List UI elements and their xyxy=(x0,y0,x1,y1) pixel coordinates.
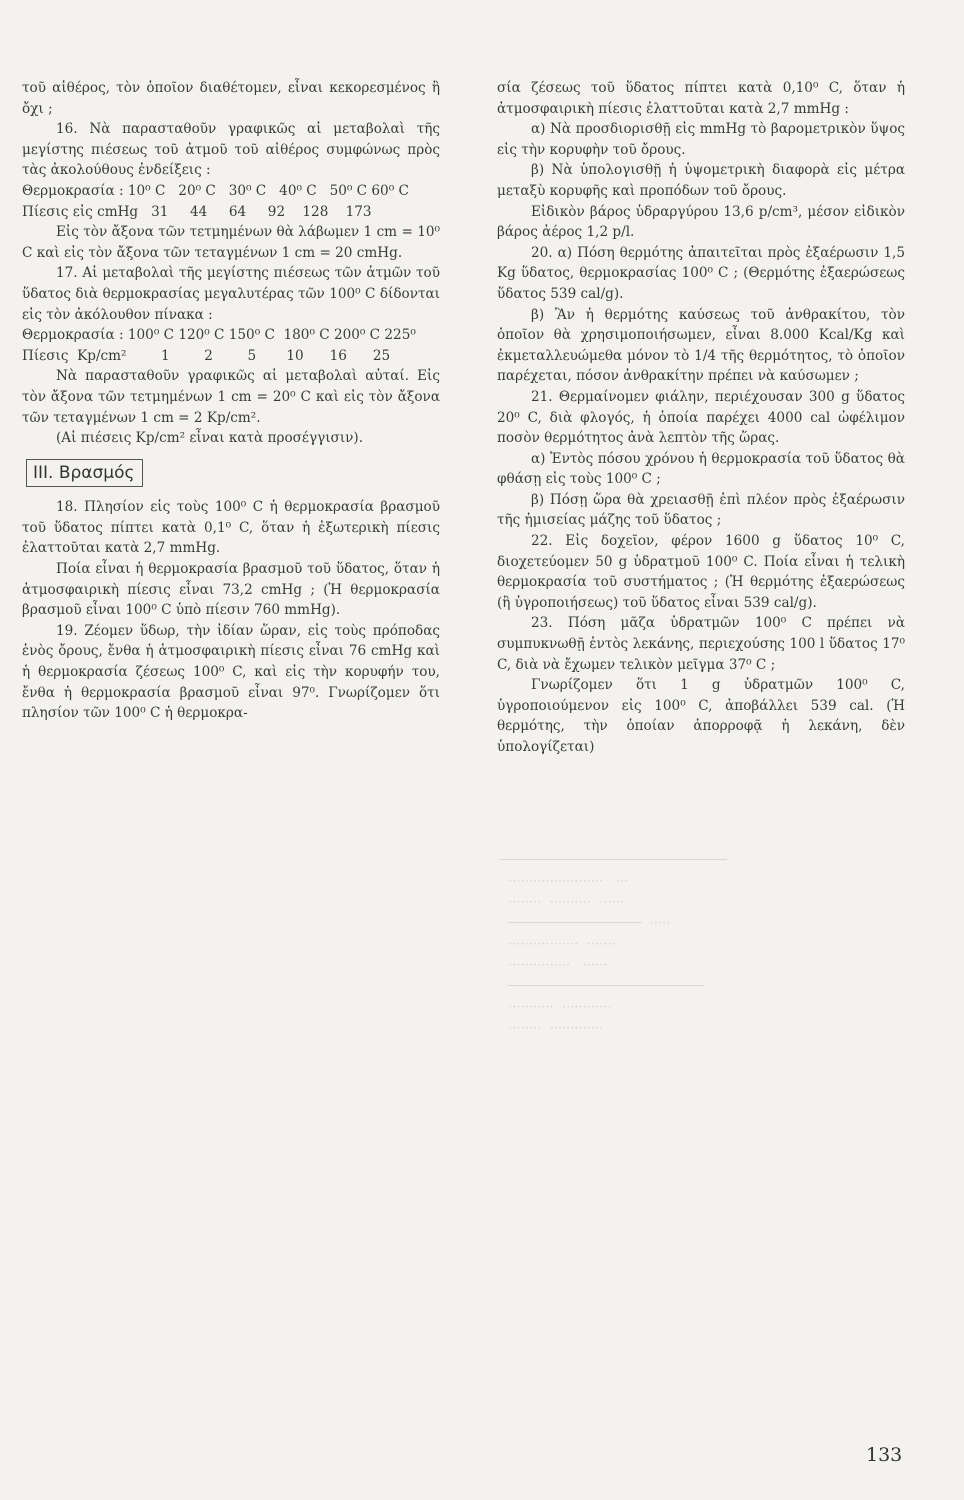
exercise-21-part-a: α) Ἐντὸς πόσου χρόνου ἡ θερμοκρασία τοῦ ὕδατος θὰ φθάσῃ εἰς τοὺς 100⁰ C ; xyxy=(497,450,905,488)
exercise-20-part-b: β) Ἂν ἡ θερμότης καύσεως τοῦ ἀνθρακίτου, τὸν ὁποῖον θὰ χρησιμοποιήσωμεν, εἶναι 8.000 Kcal/Kg καὶ ἐκμεταλλευώμεθα μόνον τὸ 1/4 τῆς θερμότητος, τὸ ὁποῖον παρέχεται, πόσον ἀνθρακίτην πρέπει νὰ καύσωμεν ; xyxy=(497,306,905,385)
exercise-16-temperature-row: Θερμοκρασία : 10⁰ C 20⁰ C 30⁰ C 40⁰ C 50⁰ C 60⁰ C xyxy=(22,182,409,199)
exercise-16-scale-note: Εἰς τὸν ἄξονα τῶν τετμημένων θὰ λάβωμεν 1 cm = 10⁰ C καὶ εἰς τὸν ἄξονα τῶν τεταγμένων 1 cm = 20 cmHg. xyxy=(22,224,440,261)
page-number: 133 xyxy=(866,1444,903,1466)
exercise-19-data: Εἰδικὸν βάρος ὑδραργύρου 13,6 p/cm³, μέσον εἰδικὸν βάρος ἀέρος 1,2 p/l. xyxy=(497,203,905,241)
exercise-21: 21. Θερμαίνομεν φιάλην, περιέχουσαν 300 g ὕδατος 20⁰ C, διὰ φλογός, ἡ ὁποία παρέχει 4000 cal ὠφέλιμον ποσὸν θερμότητος ἀνὰ λεπτὸν τῆς ὥρας. xyxy=(497,388,905,447)
exercise-23: 23. Πόση μᾶζα ὑδρατμῶν 100⁰ C πρέπει νὰ συμπυκνωθῇ ἐντὸς λεκάνης, περιεχούσης 100 l ὕδατος 17⁰ C, διὰ νὰ ἔχωμεν τελικὸν μεῖγμα 37⁰ C ; xyxy=(497,615,905,673)
exercise-19-part-a: α) Νὰ προσδιορισθῇ εἰς mmHg τὸ βαρομετρικὸν ὕψος εἰς τὴν κορυφὴν τοῦ ὄρους. xyxy=(497,121,905,158)
exercise-17-temperature-row: Θερμοκρασία : 100⁰ C 120⁰ C 150⁰ C 180⁰ C 200⁰ C 225⁰ xyxy=(22,327,416,344)
exercise-21-part-b: β) Πόσῃ ὥρα θὰ χρειασθῇ ἐπὶ πλέον πρὸς ἐξαέρωσιν τῆς ἡμισείας μάζης τοῦ ὕδατος ; xyxy=(497,491,905,529)
exercise-17: 17. Αἱ μεταβολαὶ τῆς μεγίστης πιέσεως τῶν ἀτμῶν τοῦ ὕδατος διὰ θερμοκρασίας μεγαλυτέρας τῶν 100⁰ C δίδονται εἰς τὸν ἀκόλουθον πίνακα : xyxy=(22,265,440,323)
exercise-19-continuation: σία ζέσεως τοῦ ὕδατος πίπτει κατὰ 0,10⁰ C, ὅταν ἡ ἀτμοσφαιρικὴ πίεσις ἐλαττοῦται κατὰ 2,7 mmHg : xyxy=(497,80,905,117)
exercise-17-pressure-row: Πίεσις Kp/cm² 1 2 5 10 16 25 xyxy=(22,347,391,364)
exercise-17-note: (Αἱ πιέσεις Kp/cm² εἶναι κατὰ προσέγγισιν). xyxy=(56,430,364,447)
paragraph-continuation: τοῦ αἰθέρος, τὸν ὁποῖον διαθέτομεν, εἶναι κεκορεσμένος ἢ ὄχι ; xyxy=(22,80,440,117)
exercise-17-instructions: Νὰ παρασταθοῦν γραφικῶς αἱ μεταβολαὶ αὐταί. Εἰς τὸν ἄξονα τῶν τετμημένων 1 cm = 20⁰ C καὶ εἰς τὸν ἄξονα τῶν τεταγμένων 1 cm = 2 Kp/cm². xyxy=(22,368,440,426)
exercise-20: 20. α) Πόση θερμότης ἀπαιτεῖται πρὸς ἐξαέρωσιν 1,5 Kg ὕδατος, θερμοκρασίας 100⁰ C ; (Θερμότης ἐξαερώσεως ὕδατος 539 cal/g). xyxy=(497,244,905,302)
right-column xyxy=(497,78,905,758)
exercise-22: 22. Εἰς δοχεῖον, φέρον 1600 g ὕδατος 10⁰ C, διοχετεύομεν 50 g ὑδρατμοῦ 100⁰ C. Ποία εἶναι ἡ τελικὴ θερμοκρασία τοῦ συστήματος ; (Ἡ θερμότης ἐξαερώσεως (ἢ ὑγροποιήσεως) τοῦ ὕδατος εἶναι 539 cal/g). xyxy=(497,533,905,611)
exercise-19: 19. Ζέομεν ὕδωρ, τὴν ἰδίαν ὥραν, εἰς τοὺς πρόποδας ἑνὸς ὄρους, ἔνθα ἡ ἀτμοσφαιρικὴ πίεσις εἶναι 76 cmHg καὶ ἡ θερμοκρασία ζέσεως 100⁰ C, καὶ εἰς τὴν κορυφήν του, ἔνθα ἡ θερμοκρασία βρασμοῦ εἶναι 97⁰. Γνωρίζομεν ὅτι πλησίον τῶν 100⁰ C ἡ θερμοκρα- xyxy=(22,622,440,722)
exercise-23-note: Γνωρίζομεν ὅτι 1 g ὑδρατμῶν 100⁰ C, ὑγροποιούμενον εἰς 100⁰ C, ἀποβάλλει 539 cal. (Ἡ θερμότης, τὴν ὁποίαν ἀπορροφᾷ ἡ λεκάνη, δὲν ὑπολογίζεται) xyxy=(497,677,905,755)
bleed-through-texture: ───────────────────────────── ······················· ··· ········ ·········· ······ ───────────────── ····· ················· ······· ··············· ······ ───────────────────────── ··········· ············ ········ ············· xyxy=(500,853,727,1036)
exercise-19-part-b: β) Νὰ ὑπολογισθῇ ἡ ὑψομετρικὴ διαφορὰ εἰς μέτρα μεταξὺ κορυφῆς καὶ προπόδων τοῦ ὄρους. xyxy=(497,162,905,199)
section-heading-boiling: ΙΙΙ. Βρασμός xyxy=(26,459,143,488)
exercise-18: 18. Πλησίον εἰς τοὺς 100⁰ C ἡ θερμοκρασία βρασμοῦ τοῦ ὕδατος πίπτει κατὰ 0,1⁰ C, ὅταν ἡ ἐξωτερικὴ πίεσις ἐλαττοῦται κατὰ 2,7 mmHg. xyxy=(22,499,440,557)
exercise-16: 16. Νὰ παρασταθοῦν γραφικῶς αἱ μεταβολαὶ τῆς μεγίστης πιέσεως τοῦ ἀτμοῦ τοῦ αἰθέρος συμφώνως πρὸς τὰς ἀκολούθους ἐνδείξεις : xyxy=(22,121,440,179)
exercise-16-pressure-row: Πίεσις εἰς cmHg 31 44 64 92 128 173 xyxy=(22,203,372,220)
exercise-18-question: Ποία εἶναι ἡ θερμοκρασία βρασμοῦ τοῦ ὕδατος, ὅταν ἡ ἀτμοσφαιρικὴ πίεσις εἶναι 73,2 cmHg ; (Ἡ θερμοκρασία βρασμοῦ εἶναι 100⁰ C ὑπὸ πίεσιν 760 mmHg). xyxy=(22,561,440,619)
left-column xyxy=(22,78,440,724)
